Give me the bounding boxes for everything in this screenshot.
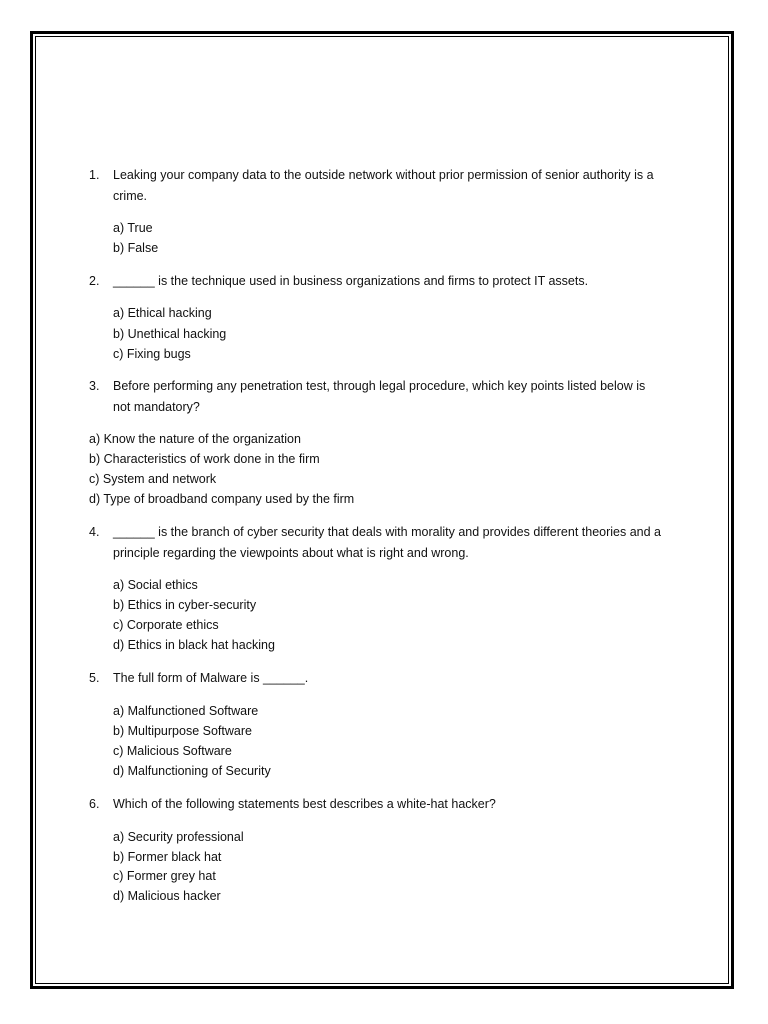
answer-option: c) Corporate ethics — [113, 618, 219, 632]
answer-option: b) Unethical hacking — [113, 327, 227, 341]
question-number: 4. — [89, 525, 100, 539]
answer-option: a) Security professional — [113, 830, 244, 844]
question-number: 1. — [89, 168, 100, 182]
answer-option: a) True — [113, 221, 153, 235]
answer-option: b) Multipurpose Software — [113, 724, 252, 738]
question-text-line: Leaking your company data to the outside network without prior permission of senior authority is a — [113, 168, 654, 182]
answer-option: b) False — [113, 241, 159, 255]
answer-option: c) System and network — [89, 472, 217, 486]
answer-option: a) Ethical hacking — [113, 306, 212, 320]
question-text-line: ______ is the technique used in business organizations and firms to protect IT assets. — [113, 274, 589, 288]
question-number: 2. — [89, 274, 100, 288]
question-text-line: principle regarding the viewpoints about what is right and wrong. — [113, 546, 469, 560]
answer-option: c) Former grey hat — [113, 869, 216, 883]
answer-option: c) Malicious Software — [113, 744, 232, 758]
question-text-line: Before performing any penetration test, through legal procedure, which key points listed below is — [113, 379, 646, 393]
question-number: 5. — [89, 671, 100, 685]
answer-option: d) Type of broadband company used by the firm — [89, 492, 355, 506]
question-number: 3. — [89, 379, 100, 393]
answer-option: d) Malicious hacker — [113, 889, 221, 903]
question-text-line: The full form of Malware is ______. — [113, 671, 309, 685]
question-text-line: ______ is the branch of cyber security that deals with morality and provides different theories and a — [113, 525, 661, 539]
answer-option: d) Malfunctioning of Security — [113, 764, 271, 778]
answer-option: d) Ethics in black hat hacking — [113, 638, 275, 652]
answer-option: a) Malfunctioned Software — [113, 704, 259, 718]
answer-option: b) Characteristics of work done in the firm — [89, 452, 320, 466]
answer-option: a) Know the nature of the organization — [89, 432, 301, 446]
answer-option: b) Ethics in cyber-security — [113, 598, 257, 612]
question-text-line: crime. — [113, 189, 148, 203]
answer-option: b) Former black hat — [113, 850, 222, 864]
question-text-line: not mandatory? — [113, 400, 200, 414]
answer-option: c) Fixing bugs — [113, 347, 191, 361]
answer-option: a) Social ethics — [113, 578, 198, 592]
question-text-line: Which of the following statements best describes a white-hat hacker? — [113, 797, 496, 811]
question-number: 6. — [89, 797, 100, 811]
